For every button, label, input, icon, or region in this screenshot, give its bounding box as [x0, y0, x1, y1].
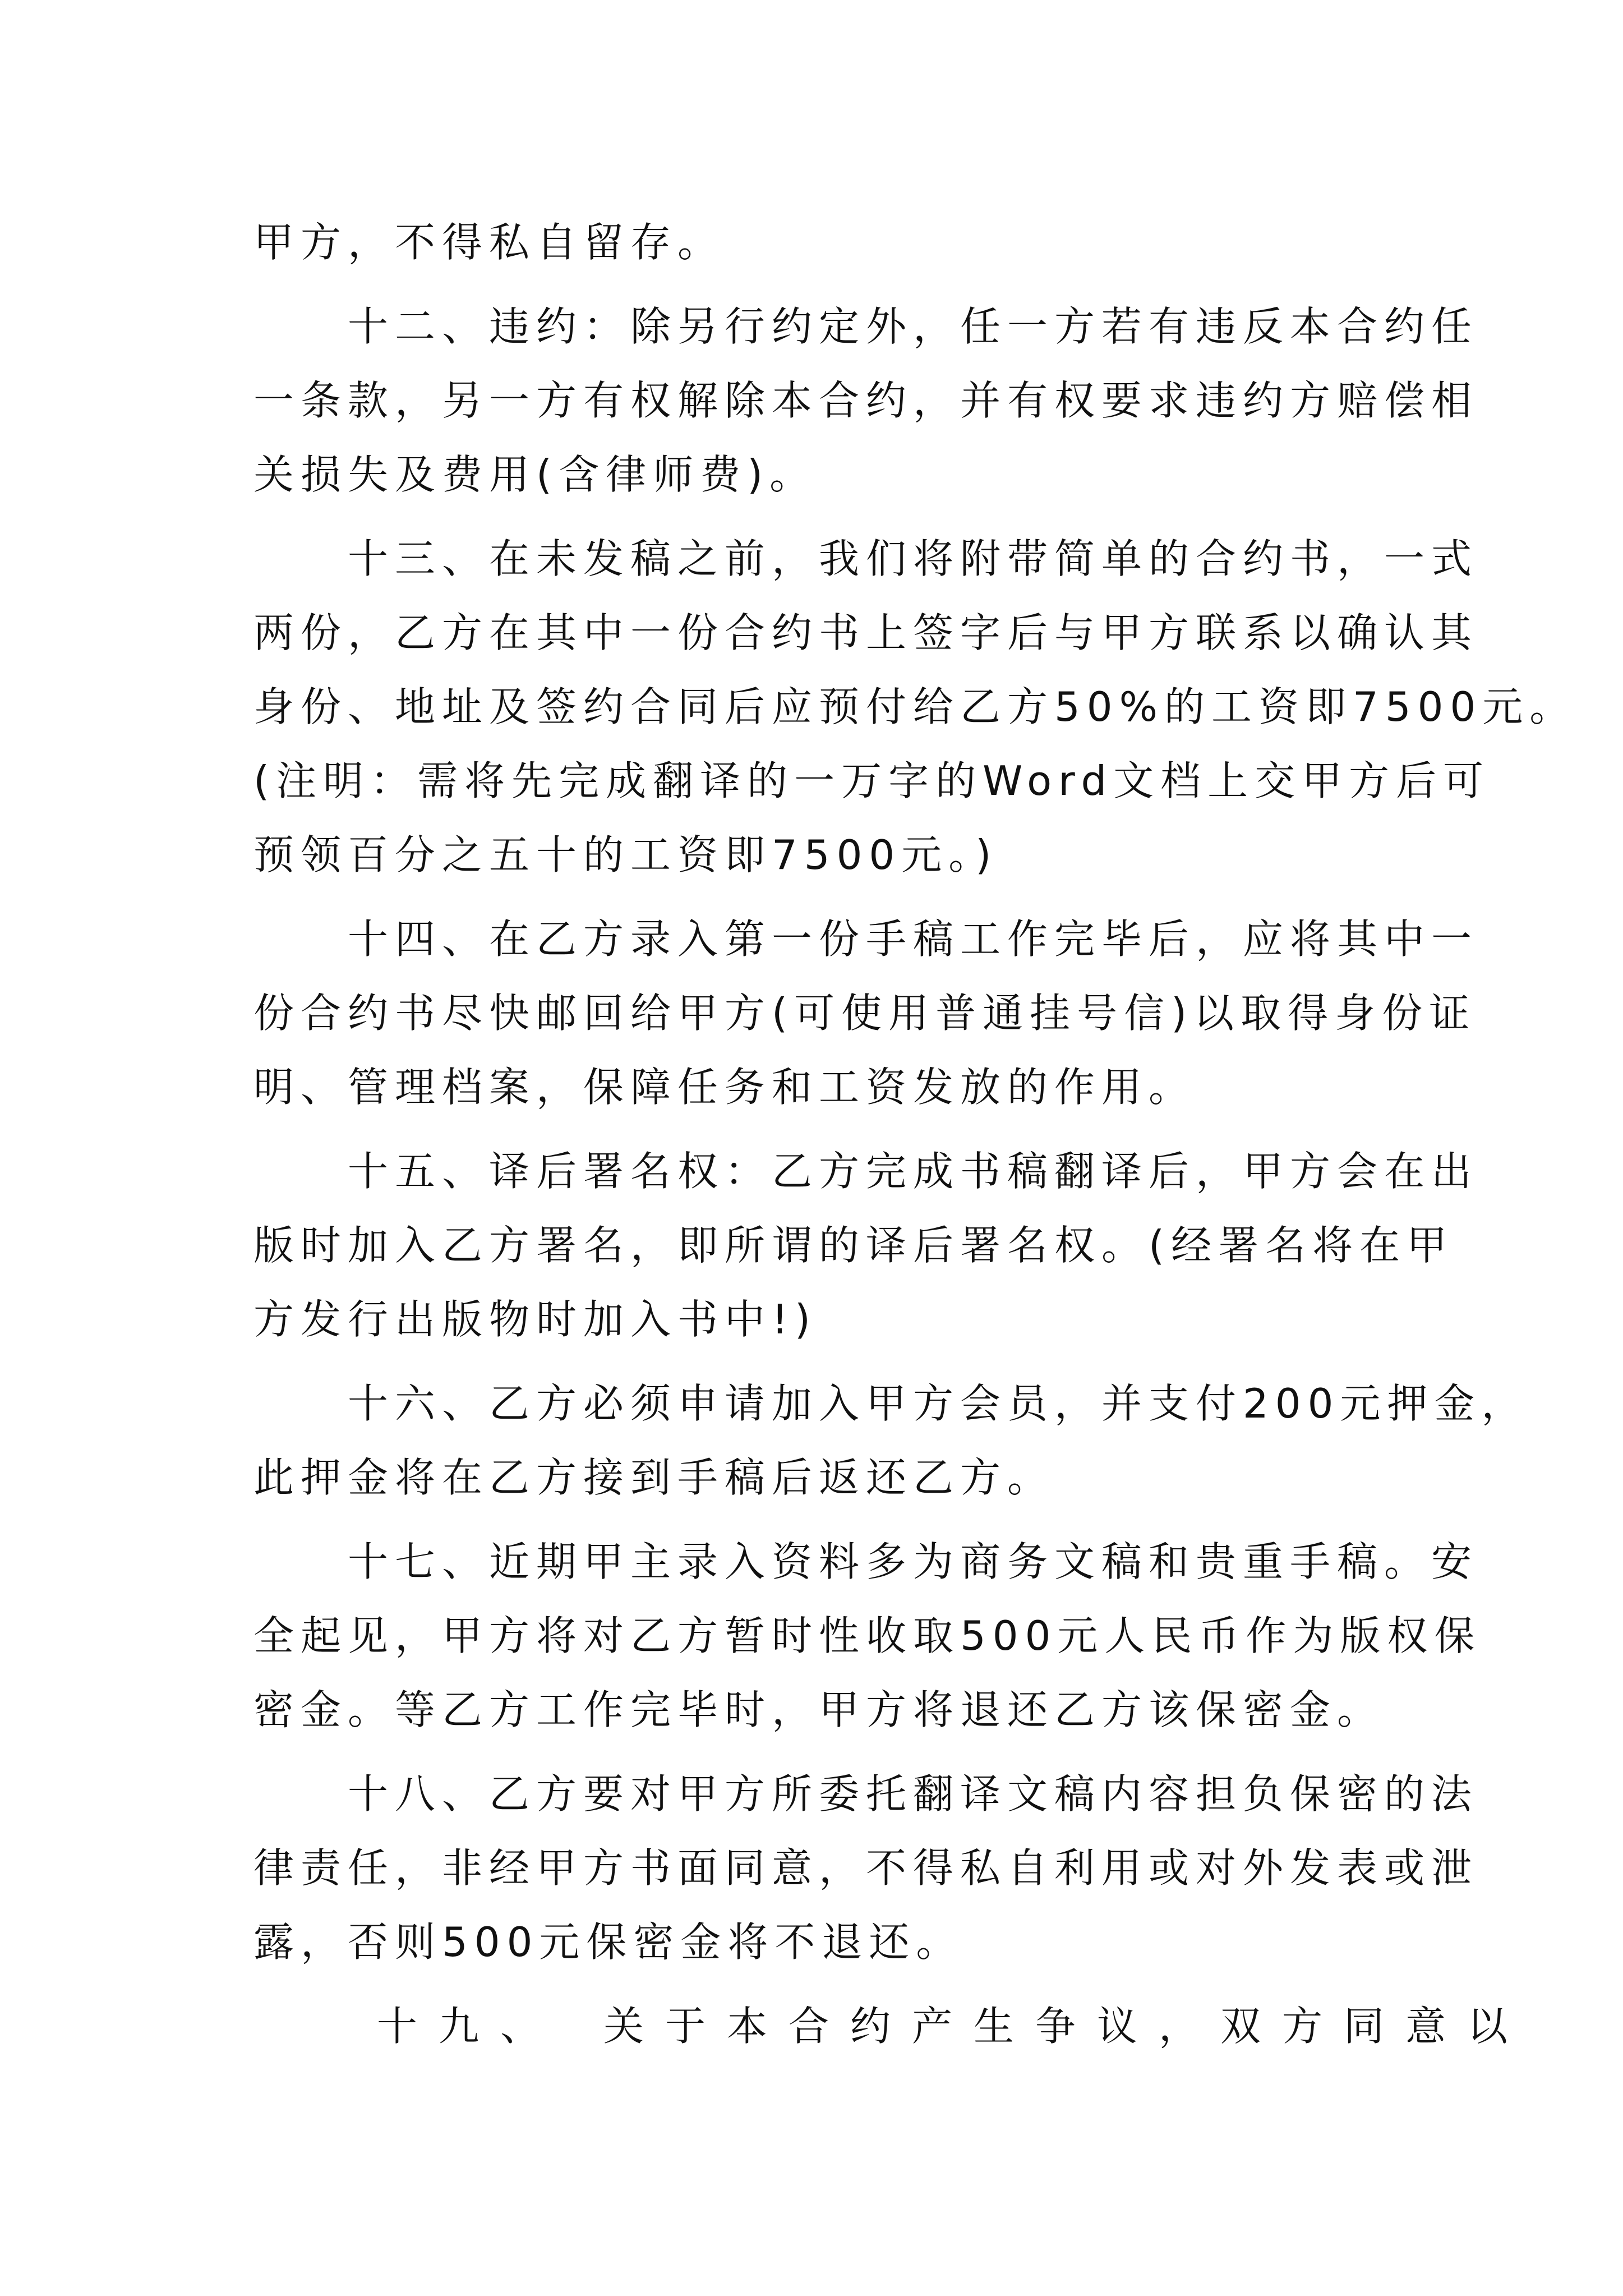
text-line: (注明：需将先完成翻译的一万字的Word文档上交甲方后可: [253, 757, 1491, 804]
text-line: 十四、在乙方录入第一份手稿工作完毕后，应将其中一: [253, 915, 1479, 963]
text-line: 十五、译后署名权：乙方完成书稿翻译后，甲方会在出: [253, 1148, 1479, 1195]
text-line: 甲方，不得私自留存。: [253, 219, 725, 266]
paragraph-clause-19: [253, 1989, 1529, 2063]
text-line: 十三、在未发稿之前，我们将附带简单的合约书，一式: [253, 535, 1479, 582]
text-line: 十二、违约：除另行约定外，任一方若有违反本合约任: [253, 303, 1479, 350]
text-line: 律责任，非经甲方书面同意，不得私自利用或对外发表或泄: [253, 1844, 1479, 1892]
paragraph-clause-14: [253, 902, 1479, 1124]
paragraph-clause-13: [253, 522, 1577, 892]
text-line: 明、管理档案，保障任务和工资发放的作用。: [253, 1064, 1196, 1111]
paragraph-clause-15: [253, 1134, 1479, 1356]
text-line: 露，否则500元保密金将不退还。: [253, 1918, 963, 1966]
paragraph-clause-16: [253, 1366, 1529, 1515]
text-line: 预领百分之五十的工资即7500元。): [253, 831, 998, 878]
text-line: 十七、近期甲主录入资料多为商务文稿和贵重手稿。安: [253, 1538, 1479, 1585]
text-line: 密金。等乙方工作完毕时，甲方将退还乙方该保密金。: [253, 1686, 1385, 1733]
text-line: 此押金将在乙方接到手稿后返还乙方。: [253, 1454, 1055, 1501]
text-line: 份合约书尽快邮回给甲方(可使用普通挂号信)以取得身份证: [253, 990, 1477, 1037]
text-line: 两份，乙方在其中一份合约书上签字后与甲方联系以确认其: [253, 609, 1479, 656]
text-line: 一条款，另一方有权解除本合约，并有权要求违约方赔偿相: [253, 377, 1479, 424]
paragraph-clause-18: [253, 1757, 1479, 1979]
paragraph-clause-12: [253, 289, 1479, 512]
document-body: [253, 205, 1577, 2063]
text-line: 方发行出版物时加入书中!): [253, 1296, 817, 1343]
text-line: 十六、乙方必须申请加入甲方会员，并支付200元押金，: [253, 1380, 1529, 1427]
text-line: 十九、 关于本合约产生争议，双方同意以: [253, 2003, 1529, 2050]
text-line: 全起见，甲方将对乙方暂时性收取500元人民币作为版权保: [253, 1612, 1482, 1659]
text-line: 关损失及费用(含律师费)。: [253, 451, 817, 498]
text-line: 十八、乙方要对甲方所委托翻译文稿内容担负保密的法: [253, 1770, 1479, 1818]
text-line: 身份、地址及签约合同后应预付给乙方50%的工资即7500元。: [253, 683, 1577, 730]
text-line: 版时加入乙方署名，即所谓的译后署名权。(经署名将在甲: [253, 1222, 1454, 1269]
paragraph-clause-11-tail: [253, 205, 1398, 279]
paragraph-clause-17: [253, 1525, 1482, 1747]
